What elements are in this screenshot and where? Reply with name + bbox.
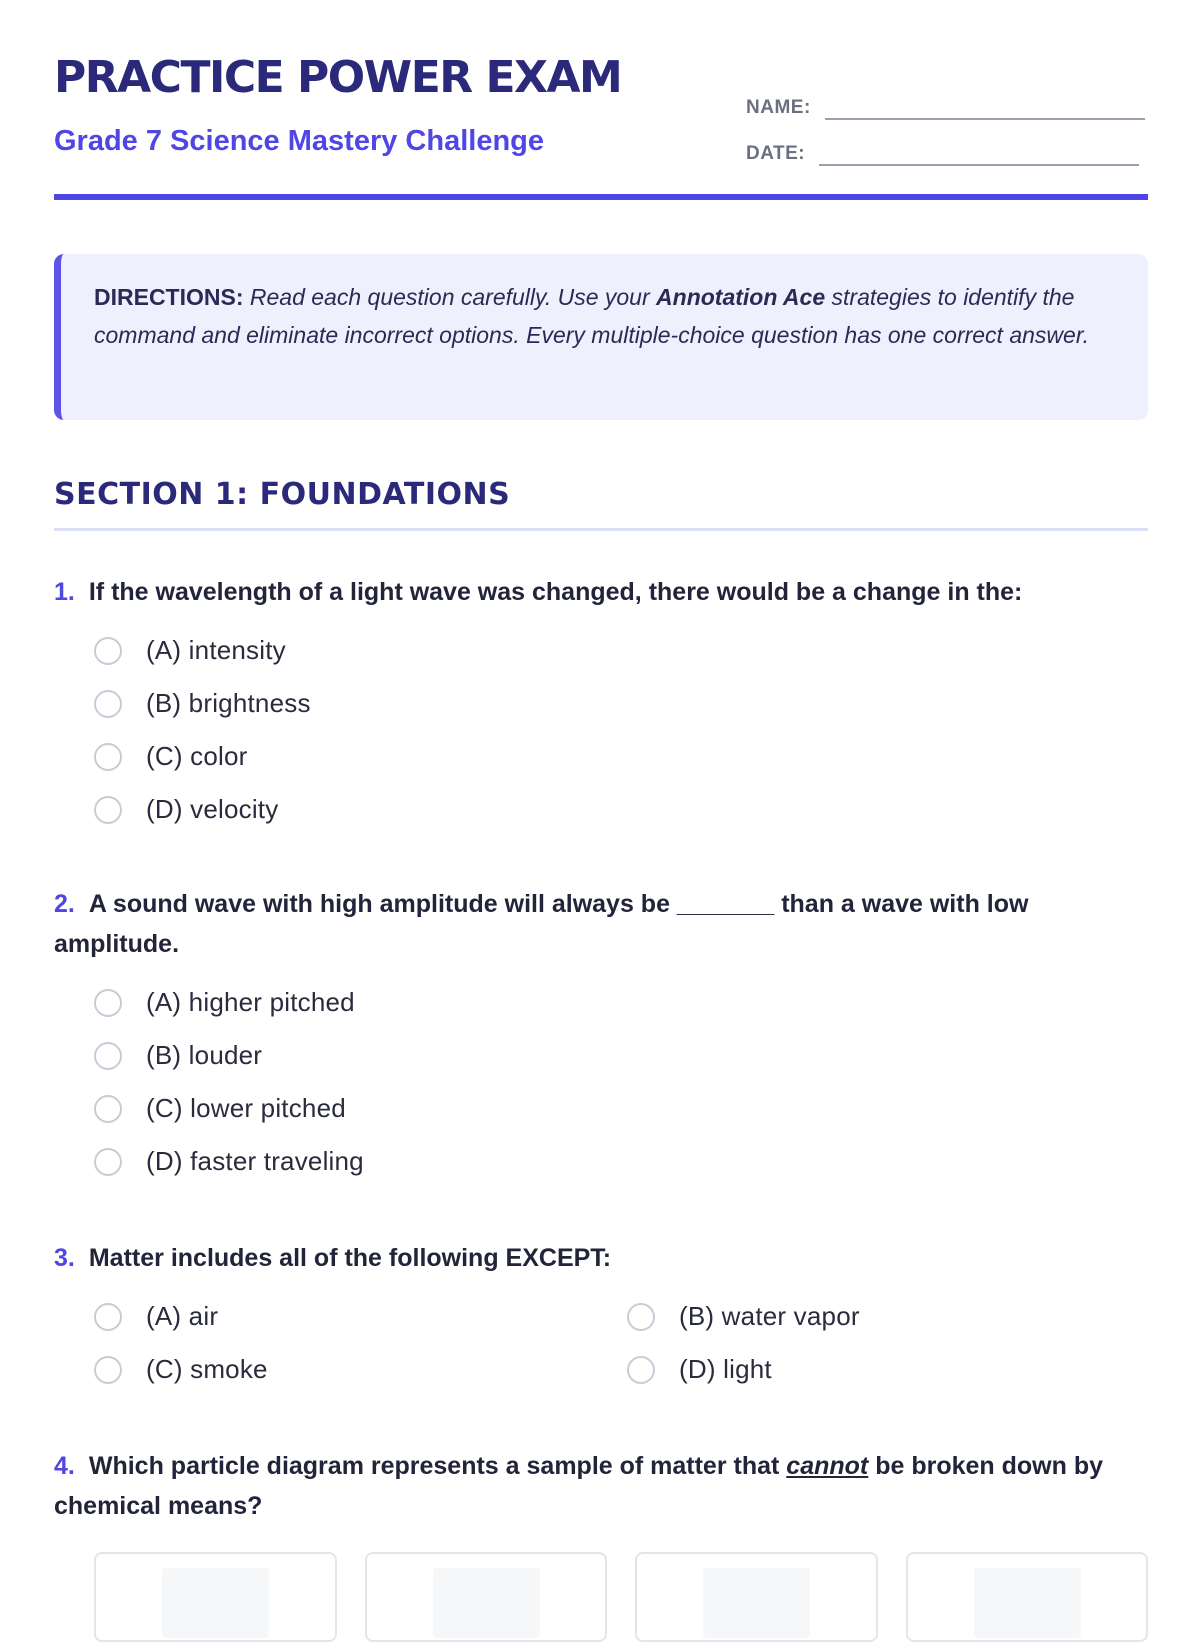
question-number: 3.: [54, 1244, 75, 1272]
question-number: 1.: [54, 578, 75, 606]
option-label: (D) light: [679, 1354, 772, 1384]
date-field: [746, 134, 1139, 166]
exam-title: PRACTICE POWER EXAM: [54, 52, 622, 103]
diagram-options: [94, 1552, 1148, 1642]
option-label: (B) brightness: [146, 688, 311, 718]
exam-subtitle: Grade 7 Science Mastery Challenge: [54, 125, 544, 157]
date-line: [819, 134, 1139, 166]
question-4: [54, 1446, 1148, 1526]
name-label: NAME:: [746, 97, 811, 119]
question-number: 2.: [54, 890, 75, 918]
question-3: [54, 1238, 1148, 1396]
radio-button[interactable]: [627, 1356, 655, 1384]
radio-button[interactable]: [94, 1148, 122, 1176]
section-divider: [54, 528, 1148, 531]
question-text-after: be broken down by chemical means?: [54, 1452, 1103, 1520]
option-label: (D) velocity: [146, 794, 279, 824]
radio-button[interactable]: [94, 989, 122, 1017]
radio-button[interactable]: [627, 1303, 655, 1331]
diagram-image: [974, 1568, 1081, 1638]
diagram-image: [162, 1568, 269, 1638]
option-list: [54, 1290, 1148, 1396]
question-stem: [54, 884, 1148, 964]
question-stem: [54, 1446, 1148, 1526]
exam-page: [54, 0, 1148, 1520]
option-list: [54, 976, 1148, 1188]
option-a[interactable]: [54, 624, 1148, 677]
option-b[interactable]: [54, 677, 1148, 730]
question-number: 4.: [54, 1452, 75, 1480]
option-label: (B) louder: [146, 1040, 263, 1070]
radio-button[interactable]: [94, 796, 122, 824]
section-title: SECTION 1: FOUNDATIONS: [54, 477, 511, 512]
question-emphasis: cannot: [786, 1452, 869, 1480]
option-label: (D) faster traveling: [146, 1146, 364, 1176]
radio-button[interactable]: [94, 1042, 122, 1070]
option-label: (C) color: [146, 741, 248, 771]
option-d[interactable]: [54, 783, 1148, 836]
option-label: (A) higher pitched: [146, 987, 355, 1017]
option-a[interactable]: [54, 976, 1148, 1029]
option-c[interactable]: [54, 1343, 587, 1396]
name-line: [825, 88, 1145, 120]
directions-text-before: Read each question carefully. Use your: [249, 284, 650, 310]
option-a[interactable]: [54, 1290, 587, 1343]
option-b[interactable]: [54, 1029, 1148, 1082]
diagram-image: [433, 1568, 540, 1638]
header-divider: [54, 194, 1148, 200]
radio-button[interactable]: [94, 637, 122, 665]
option-label: (C) smoke: [146, 1354, 268, 1384]
exam-header: [54, 0, 1148, 200]
option-b[interactable]: [587, 1290, 1120, 1343]
directions-text-after: strategies to identify the command and eliminate incorrect options. Every multiple-choice question has one correct answer.: [94, 284, 1090, 348]
question-1: [54, 572, 1148, 836]
option-d[interactable]: [587, 1343, 1120, 1396]
radio-button[interactable]: [94, 1356, 122, 1384]
option-d[interactable]: [54, 1135, 1148, 1188]
radio-button[interactable]: [94, 690, 122, 718]
diagram-image: [703, 1568, 810, 1638]
directions-strong: Annotation Ace: [656, 284, 826, 310]
date-label: DATE:: [746, 143, 806, 165]
option-label: (A) air: [146, 1301, 219, 1331]
option-label: (B) water vapor: [679, 1301, 860, 1331]
question-text: If the wavelength of a light wave was changed, there would be a change in the:: [88, 578, 1023, 606]
diagram-card-b[interactable]: [365, 1552, 608, 1642]
option-label: (C) lower pitched: [146, 1093, 346, 1123]
name-field: [746, 88, 1145, 120]
option-c[interactable]: [54, 1082, 1148, 1135]
question-text-before: Which particle diagram represents a sample of matter that: [88, 1452, 780, 1480]
diagram-card-d[interactable]: [906, 1552, 1149, 1642]
diagram-card-c[interactable]: [635, 1552, 878, 1642]
radio-button[interactable]: [94, 1095, 122, 1123]
radio-button[interactable]: [94, 1303, 122, 1331]
diagram-card-a[interactable]: [94, 1552, 337, 1642]
question-stem: [54, 572, 1148, 612]
option-list: [54, 624, 1148, 836]
question-text: Matter includes all of the following EXCEPT:: [88, 1244, 612, 1272]
question-2: [54, 884, 1148, 1188]
option-c[interactable]: [54, 730, 1148, 783]
directions-box: [54, 254, 1148, 420]
question-text: A sound wave with high amplitude will always be _______ than a wave with low amplitude.: [54, 890, 1029, 958]
question-stem: [54, 1238, 1148, 1278]
directions-label: DIRECTIONS:: [94, 284, 244, 310]
option-label: (A) intensity: [146, 635, 286, 665]
radio-button[interactable]: [94, 743, 122, 771]
